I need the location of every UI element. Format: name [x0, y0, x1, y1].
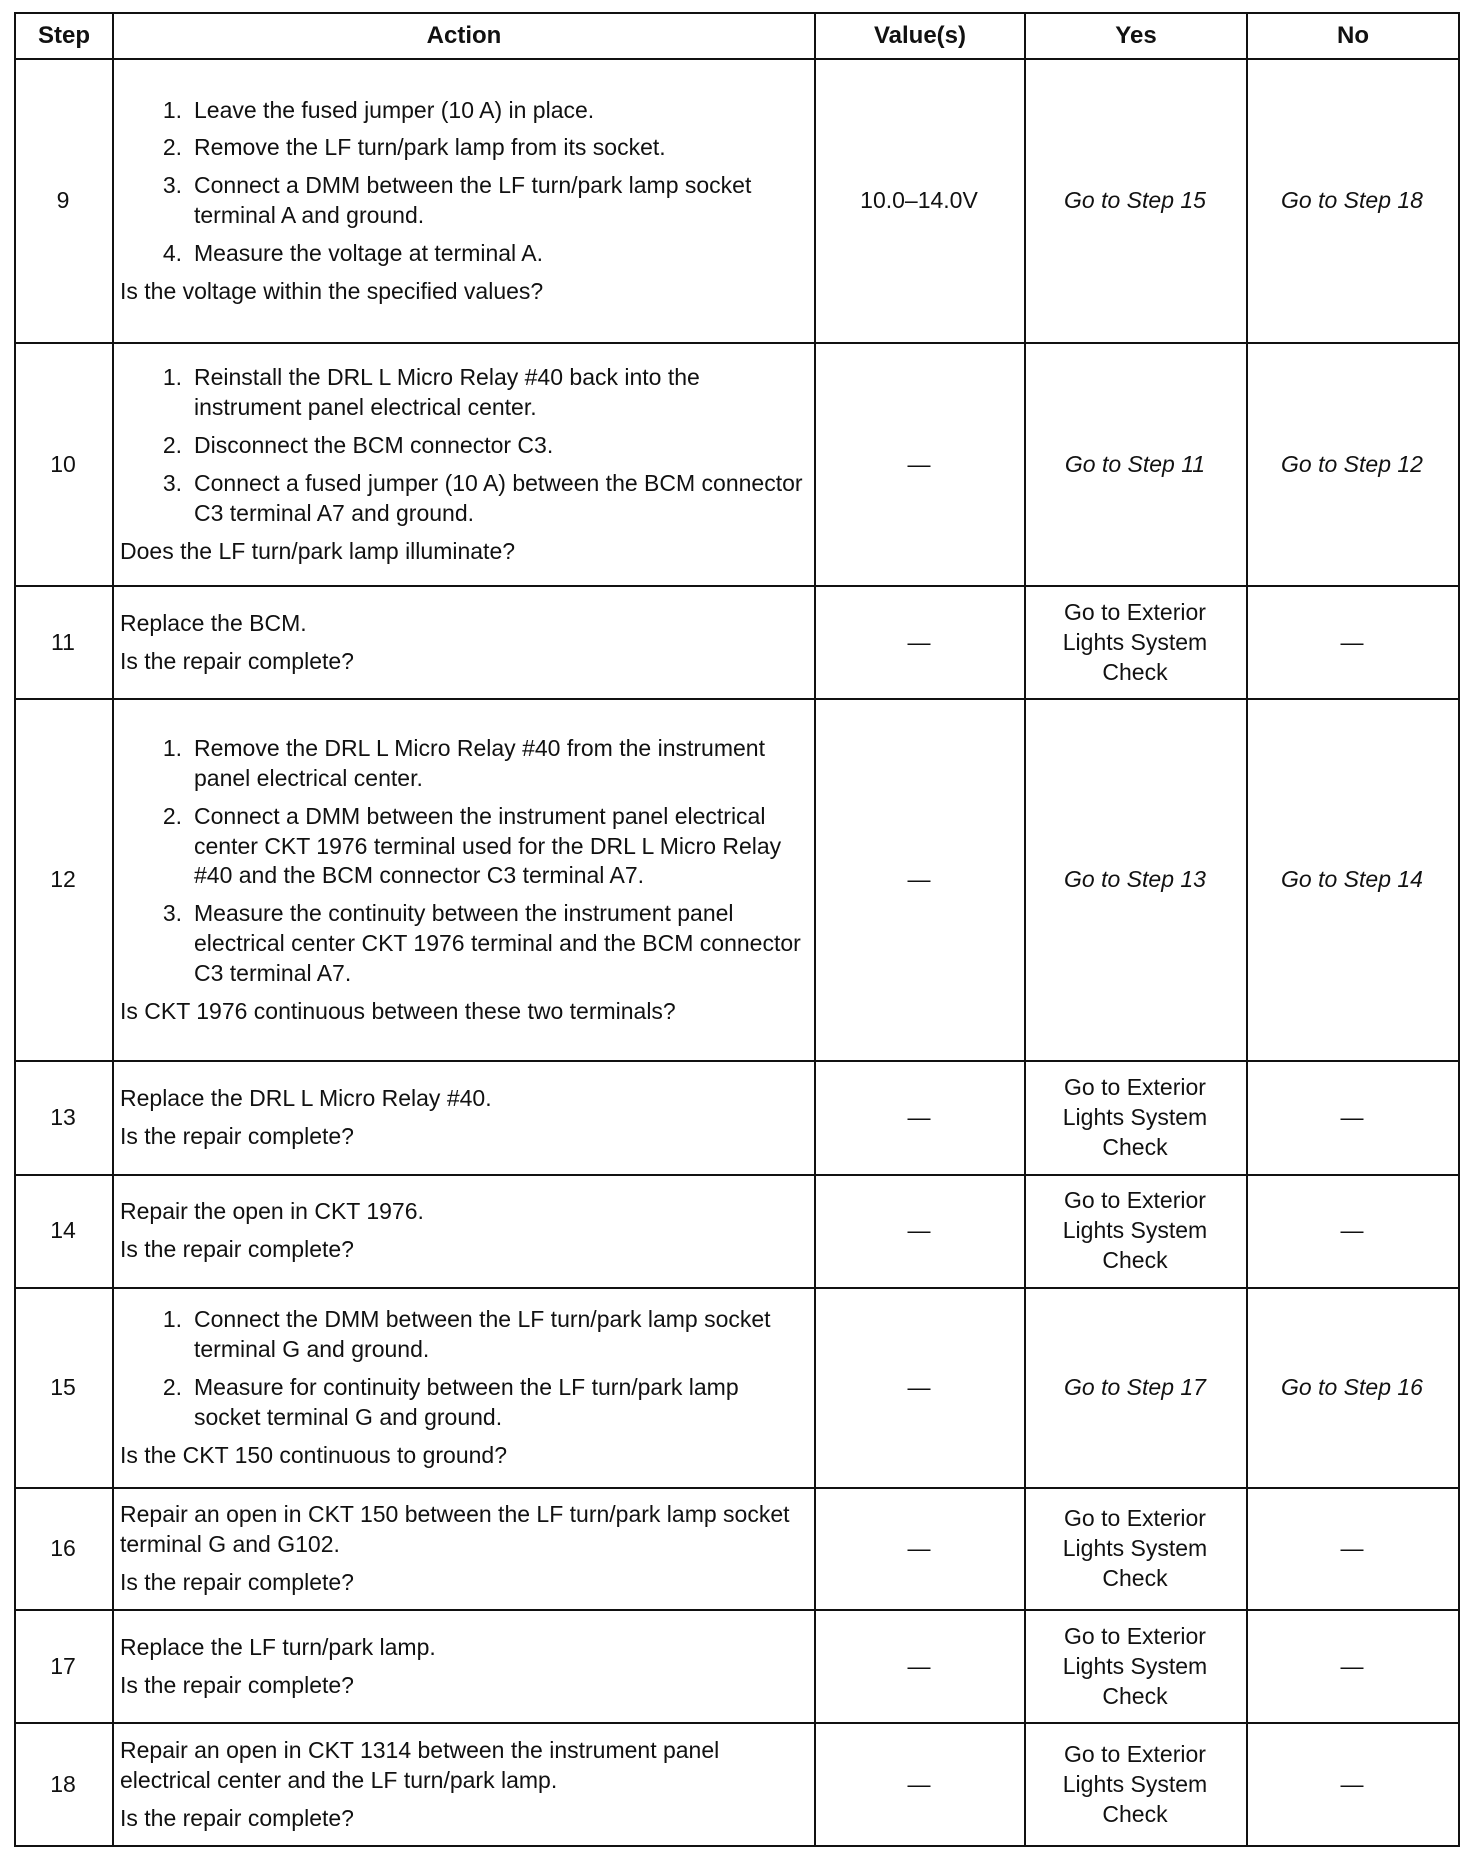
action-steps-list — [120, 363, 806, 528]
action-step-text: Measure for continuity between the LF turn/park lamp socket terminal G and ground. — [194, 1373, 739, 1430]
action-cell — [113, 59, 815, 343]
action-question: Is CKT 1976 continuous between these two terminals? — [120, 997, 676, 1024]
action-question: Is the repair complete? — [120, 1671, 354, 1698]
action-steps-list — [120, 1305, 806, 1433]
step-number: 13 — [15, 1061, 113, 1174]
no-result: Go to Step 16 — [1247, 1288, 1459, 1488]
action-question: Does the LF turn/park lamp illuminate? — [120, 537, 516, 564]
action-cell — [113, 1175, 815, 1288]
no-result: — — [1247, 1175, 1459, 1288]
yes-result: Go to Exterior Lights System Check — [1025, 586, 1247, 699]
yes-result: Go to Step 17 — [1025, 1288, 1247, 1488]
header-no: No — [1247, 13, 1459, 59]
table-row — [15, 586, 1459, 699]
action-step-item — [120, 133, 806, 163]
action-step-text: Reinstall the DRL L Micro Relay #40 back into the instrument panel electrical center. — [194, 364, 700, 420]
action-step-number: 2. — [162, 134, 182, 161]
table-row — [15, 1061, 1459, 1174]
table-row — [15, 1488, 1459, 1610]
action-cell — [113, 343, 815, 586]
value-cell: 10.0–14.0V — [815, 59, 1025, 343]
step-number: 14 — [15, 1175, 113, 1288]
action-step-text: Connect a DMM between the LF turn/park lamp socket terminal A and ground. — [194, 172, 752, 229]
yes-result: Go to Exterior Lights System Check — [1025, 1723, 1247, 1846]
header-values: Value(s) — [815, 13, 1025, 59]
yes-result: Go to Exterior Lights System Check — [1025, 1061, 1247, 1174]
value-cell: — — [815, 1175, 1025, 1288]
action-step-text: Remove the LF turn/park lamp from its socket. — [194, 134, 666, 161]
value-cell: — — [815, 699, 1025, 1061]
action-step-item — [120, 802, 806, 892]
yes-result: Go to Exterior Lights System Check — [1025, 1610, 1247, 1723]
action-step-number: 1. — [162, 364, 182, 391]
action-steps-list — [120, 734, 806, 989]
action-step-number: 2. — [162, 431, 182, 458]
value-cell: — — [815, 1061, 1025, 1174]
action-question: Is the repair complete? — [120, 1236, 354, 1263]
no-result: — — [1247, 1061, 1459, 1174]
action-step-number: 2. — [162, 1373, 182, 1400]
table-row — [15, 59, 1459, 343]
action-cell — [113, 699, 815, 1061]
action-step-item — [120, 171, 806, 231]
action-step-number: 3. — [162, 900, 182, 927]
action-step-item — [120, 899, 806, 989]
action-cell — [113, 1723, 815, 1846]
action-cell — [113, 1061, 815, 1174]
action-step-text: Connect the DMM between the LF turn/park lamp socket terminal G and ground. — [194, 1306, 771, 1362]
action-step-text: Measure the continuity between the instrument panel electrical center CKT 1976 terminal and the BCM connector C3 terminal A7. — [194, 900, 801, 987]
action-question: Is the repair complete? — [120, 1122, 354, 1149]
action-cell — [113, 1488, 815, 1610]
table-body — [15, 59, 1459, 1846]
action-steps-list — [120, 96, 806, 269]
action-cell — [113, 586, 815, 699]
yes-result: Go to Exterior Lights System Check — [1025, 1488, 1247, 1610]
action-step-item — [120, 469, 806, 529]
table-header — [15, 13, 1459, 59]
no-result: — — [1247, 1723, 1459, 1846]
no-result: Go to Step 14 — [1247, 699, 1459, 1061]
table-row — [15, 1723, 1459, 1846]
value-cell: — — [815, 586, 1025, 699]
action-step-number: 3. — [162, 469, 182, 496]
header-action: Action — [113, 13, 815, 59]
action-step-text: Connect a fused jumper (10 A) between the BCM connector C3 terminal A7 and ground. — [194, 469, 803, 526]
header-step: Step — [15, 13, 113, 59]
value-cell: — — [815, 1288, 1025, 1488]
action-cell — [113, 1288, 815, 1488]
action-step-item — [120, 363, 806, 423]
table-row — [15, 1288, 1459, 1488]
action-text: Repair an open in CKT 1314 between the instrument panel electrical center and the LF turn/park lamp. — [120, 1736, 720, 1793]
value-cell: — — [815, 343, 1025, 586]
action-text: Repair an open in CKT 150 between the LF turn/park lamp socket terminal G and G102. — [120, 1500, 790, 1557]
no-result: — — [1247, 1610, 1459, 1723]
action-step-number: 1. — [162, 96, 182, 123]
action-step-item — [120, 239, 806, 269]
action-step-text: Remove the DRL L Micro Relay #40 from the instrument panel electrical center. — [194, 734, 765, 791]
action-text: Replace the LF turn/park lamp. — [120, 1633, 436, 1660]
step-number: 16 — [15, 1488, 113, 1610]
action-question: Is the repair complete? — [120, 1804, 354, 1831]
action-step-number: 4. — [162, 240, 182, 267]
action-step-text: Measure the voltage at terminal A. — [194, 240, 544, 267]
no-result: — — [1247, 1488, 1459, 1610]
action-text: Repair the open in CKT 1976. — [120, 1198, 424, 1225]
value-cell: — — [815, 1488, 1025, 1610]
yes-result: Go to Step 13 — [1025, 699, 1247, 1061]
step-number: 10 — [15, 343, 113, 586]
step-number: 11 — [15, 586, 113, 699]
diagnostic-table — [14, 12, 1460, 1847]
no-result: Go to Step 12 — [1247, 343, 1459, 586]
step-number: 17 — [15, 1610, 113, 1723]
yes-result: Go to Step 11 — [1025, 343, 1247, 586]
action-step-number: 1. — [162, 734, 182, 761]
action-step-item — [120, 1373, 806, 1433]
value-cell: — — [815, 1723, 1025, 1846]
action-step-item — [120, 734, 806, 794]
yes-result: Go to Exterior Lights System Check — [1025, 1175, 1247, 1288]
action-step-item — [120, 1305, 806, 1365]
action-question: Is the CKT 150 continuous to ground? — [120, 1441, 508, 1468]
action-question: Is the repair complete? — [120, 647, 354, 674]
value-cell: — — [815, 1610, 1025, 1723]
yes-result: Go to Step 15 — [1025, 59, 1247, 343]
action-step-number: 3. — [162, 172, 182, 199]
action-step-number: 2. — [162, 802, 182, 829]
action-question: Is the voltage within the specified values? — [120, 277, 544, 304]
action-step-text: Leave the fused jumper (10 A) in place. — [194, 96, 595, 123]
table-row — [15, 343, 1459, 586]
action-question: Is the repair complete? — [120, 1568, 354, 1595]
no-result: Go to Step 18 — [1247, 59, 1459, 343]
action-step-text: Connect a DMM between the instrument panel electrical center CKT 1976 terminal used for the DRL L Micro Relay #40 and the BCM connector C3 terminal A7. — [194, 802, 782, 889]
action-step-text: Disconnect the BCM connector C3. — [194, 431, 554, 458]
action-text: Replace the DRL L Micro Relay #40. — [120, 1085, 492, 1112]
action-step-item — [120, 431, 806, 461]
table-row — [15, 1610, 1459, 1723]
table-row — [15, 699, 1459, 1061]
table-row — [15, 1175, 1459, 1288]
step-number: 9 — [15, 59, 113, 343]
step-number: 12 — [15, 699, 113, 1061]
action-cell — [113, 1610, 815, 1723]
step-number: 15 — [15, 1288, 113, 1488]
action-text: Replace the BCM. — [120, 609, 307, 636]
header-yes: Yes — [1025, 13, 1247, 59]
step-number: 18 — [15, 1723, 113, 1846]
action-step-item — [120, 96, 806, 126]
action-step-number: 1. — [162, 1306, 182, 1333]
no-result: — — [1247, 586, 1459, 699]
